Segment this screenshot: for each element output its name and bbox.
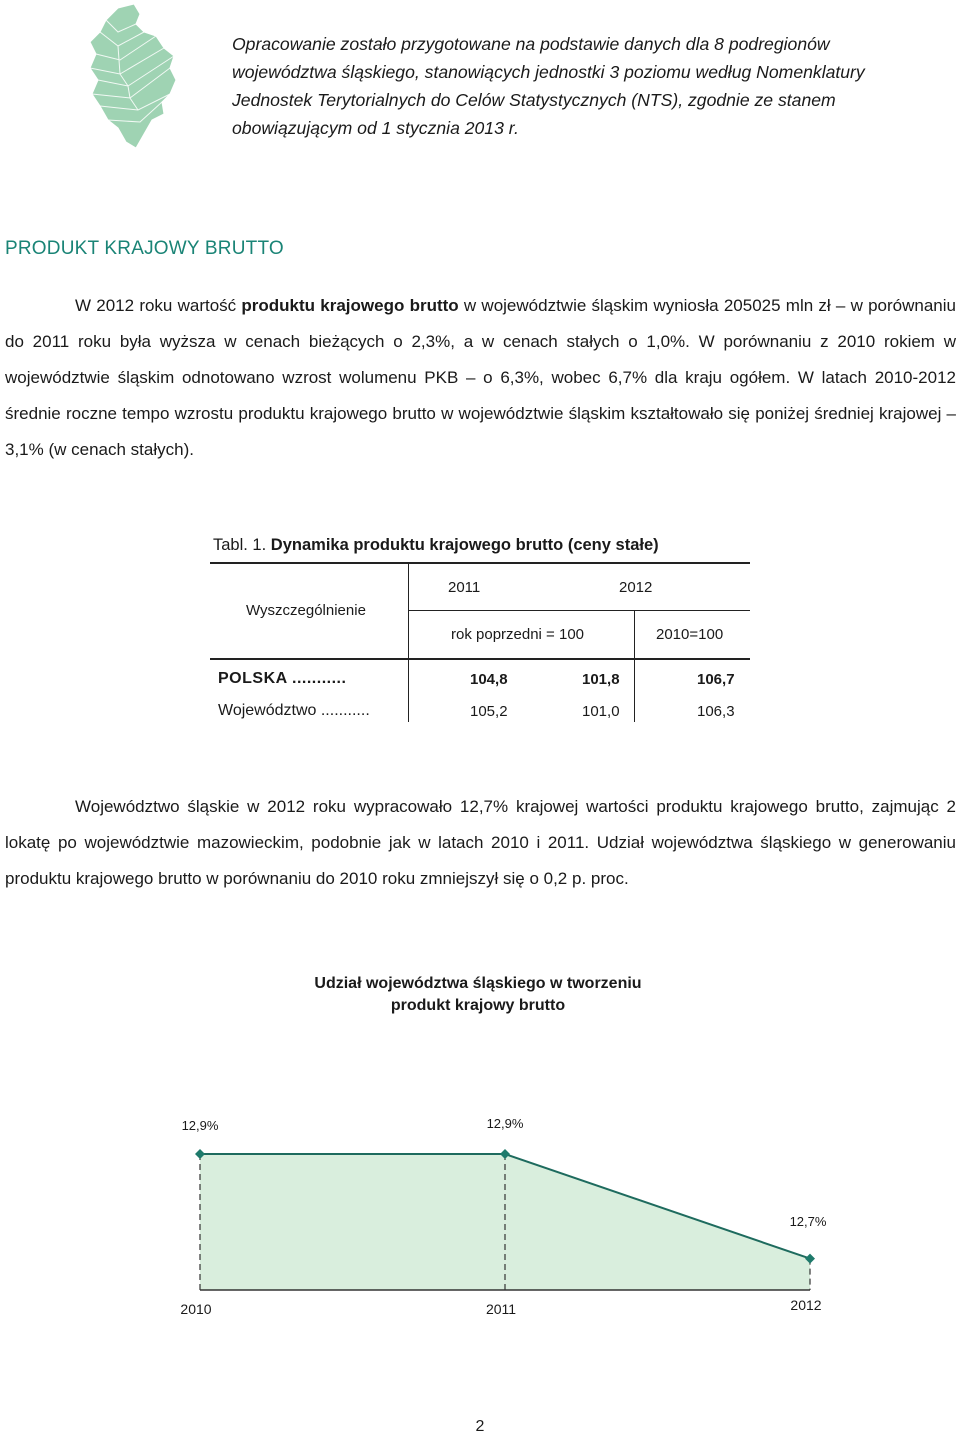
- data-label-2011: 12,9%: [486, 1116, 524, 1131]
- intro-line: Opracowanie zostało przygotowane na podstawie danych dla 8 podregionów: [232, 34, 830, 54]
- table-cell: 101,8: [582, 671, 620, 688]
- section-heading: PRODUKT KRAJOWY BRUTTO: [5, 238, 284, 259]
- table-subheader-rule: [408, 610, 750, 611]
- table-subheader: 2010=100: [656, 626, 724, 643]
- intro-line: województwa śląskiego, stanowiących jednostki 3 poziomu według Nomenklatury: [232, 62, 865, 82]
- data-label-2012: 12,7%: [789, 1214, 827, 1229]
- silesia-map-logo: [78, 2, 188, 152]
- paragraph-gdp-value: [5, 288, 956, 468]
- table-cell: 105,2: [470, 703, 508, 720]
- intro-note: [232, 30, 960, 142]
- chart-title-line: produkt krajowy brutto: [390, 997, 566, 1014]
- paragraph-gdp-share: [5, 789, 956, 897]
- table-cell: 106,3: [697, 703, 735, 720]
- chart-title: [278, 973, 678, 1017]
- intro-line: obowiązującym od 1 stycznia 2013 r.: [232, 118, 519, 138]
- paragraph-text: w województwie śląskim wyniosła 205025 mln zł – w porównaniu do 2011 roku była wyższa w cenach bieżących o 2,3%, a w cenach stałych o 1,0%. W porównaniu z 2010 rokiem w województwie śląskim odnotowano wzrost wolumenu PKB – o 6,3%, wobec 6,7% dla kraju ogółem. W latach 2010-2012 średnie roczne tempo wzrostu produktu krajowego brutto w województwie śląskim kształtowało się poniżej średniej krajowej – 3,1% (w cenach stałych).: [5, 296, 956, 459]
- table-header-label: Wyszczególnienie: [246, 602, 366, 619]
- x-tick-label: 2011: [485, 1301, 517, 1317]
- table-top-rule: [210, 562, 750, 564]
- paragraph-text: Województwo śląskie w 2012 roku wypracowało 12,7% krajowej wartości produktu krajowego brutto, zajmując 2 lokatę po województwie mazowieckim, podobnie jak w latach 2010 i 2011. Udział województwa śląskiego w generowaniu produktu krajowego brutto w porównaniu do 2010 roku zmniejszył się o 0,2 p. proc.: [5, 797, 956, 888]
- gdp-share-chart: [150, 1100, 870, 1330]
- table-subheader: rok poprzedni = 100: [451, 626, 585, 643]
- chart-title-line: Udział województwa śląskiego w tworzeniu: [314, 975, 642, 992]
- table-cell: 106,7: [697, 671, 735, 688]
- x-tick-label: 2010: [180, 1301, 212, 1317]
- table-cell: 101,0: [582, 703, 620, 720]
- paragraph-text: W 2012 roku wartość: [75, 296, 242, 315]
- table-title-text: Dynamika produktu krajowego brutto (ceny stałe): [270, 536, 659, 554]
- table-header-rule: [210, 658, 750, 660]
- data-label-2010: 12,9%: [181, 1118, 219, 1133]
- table-title: [213, 536, 659, 555]
- table-cell: 104,8: [470, 671, 508, 688]
- dynamics-table: [210, 562, 750, 722]
- paragraph-bold-term: produktu krajowego brutto: [241, 296, 459, 315]
- table-label: Tabl. 1.: [213, 536, 267, 554]
- intro-line: Jednostek Terytorialnych do Celów Statystycznych (NTS), zgodnie ze stanem: [232, 90, 836, 110]
- x-tick-label: 2012: [790, 1297, 822, 1313]
- table-row-label: Województwo ...........: [218, 702, 370, 719]
- table-column-rule: [634, 610, 635, 722]
- page-number: 2: [475, 1418, 485, 1435]
- table-header-year: 2012: [619, 579, 653, 596]
- table-row-label: POLSKA ...........: [218, 670, 347, 687]
- table-column-rule: [408, 562, 409, 722]
- table-header-year: 2011: [448, 579, 481, 596]
